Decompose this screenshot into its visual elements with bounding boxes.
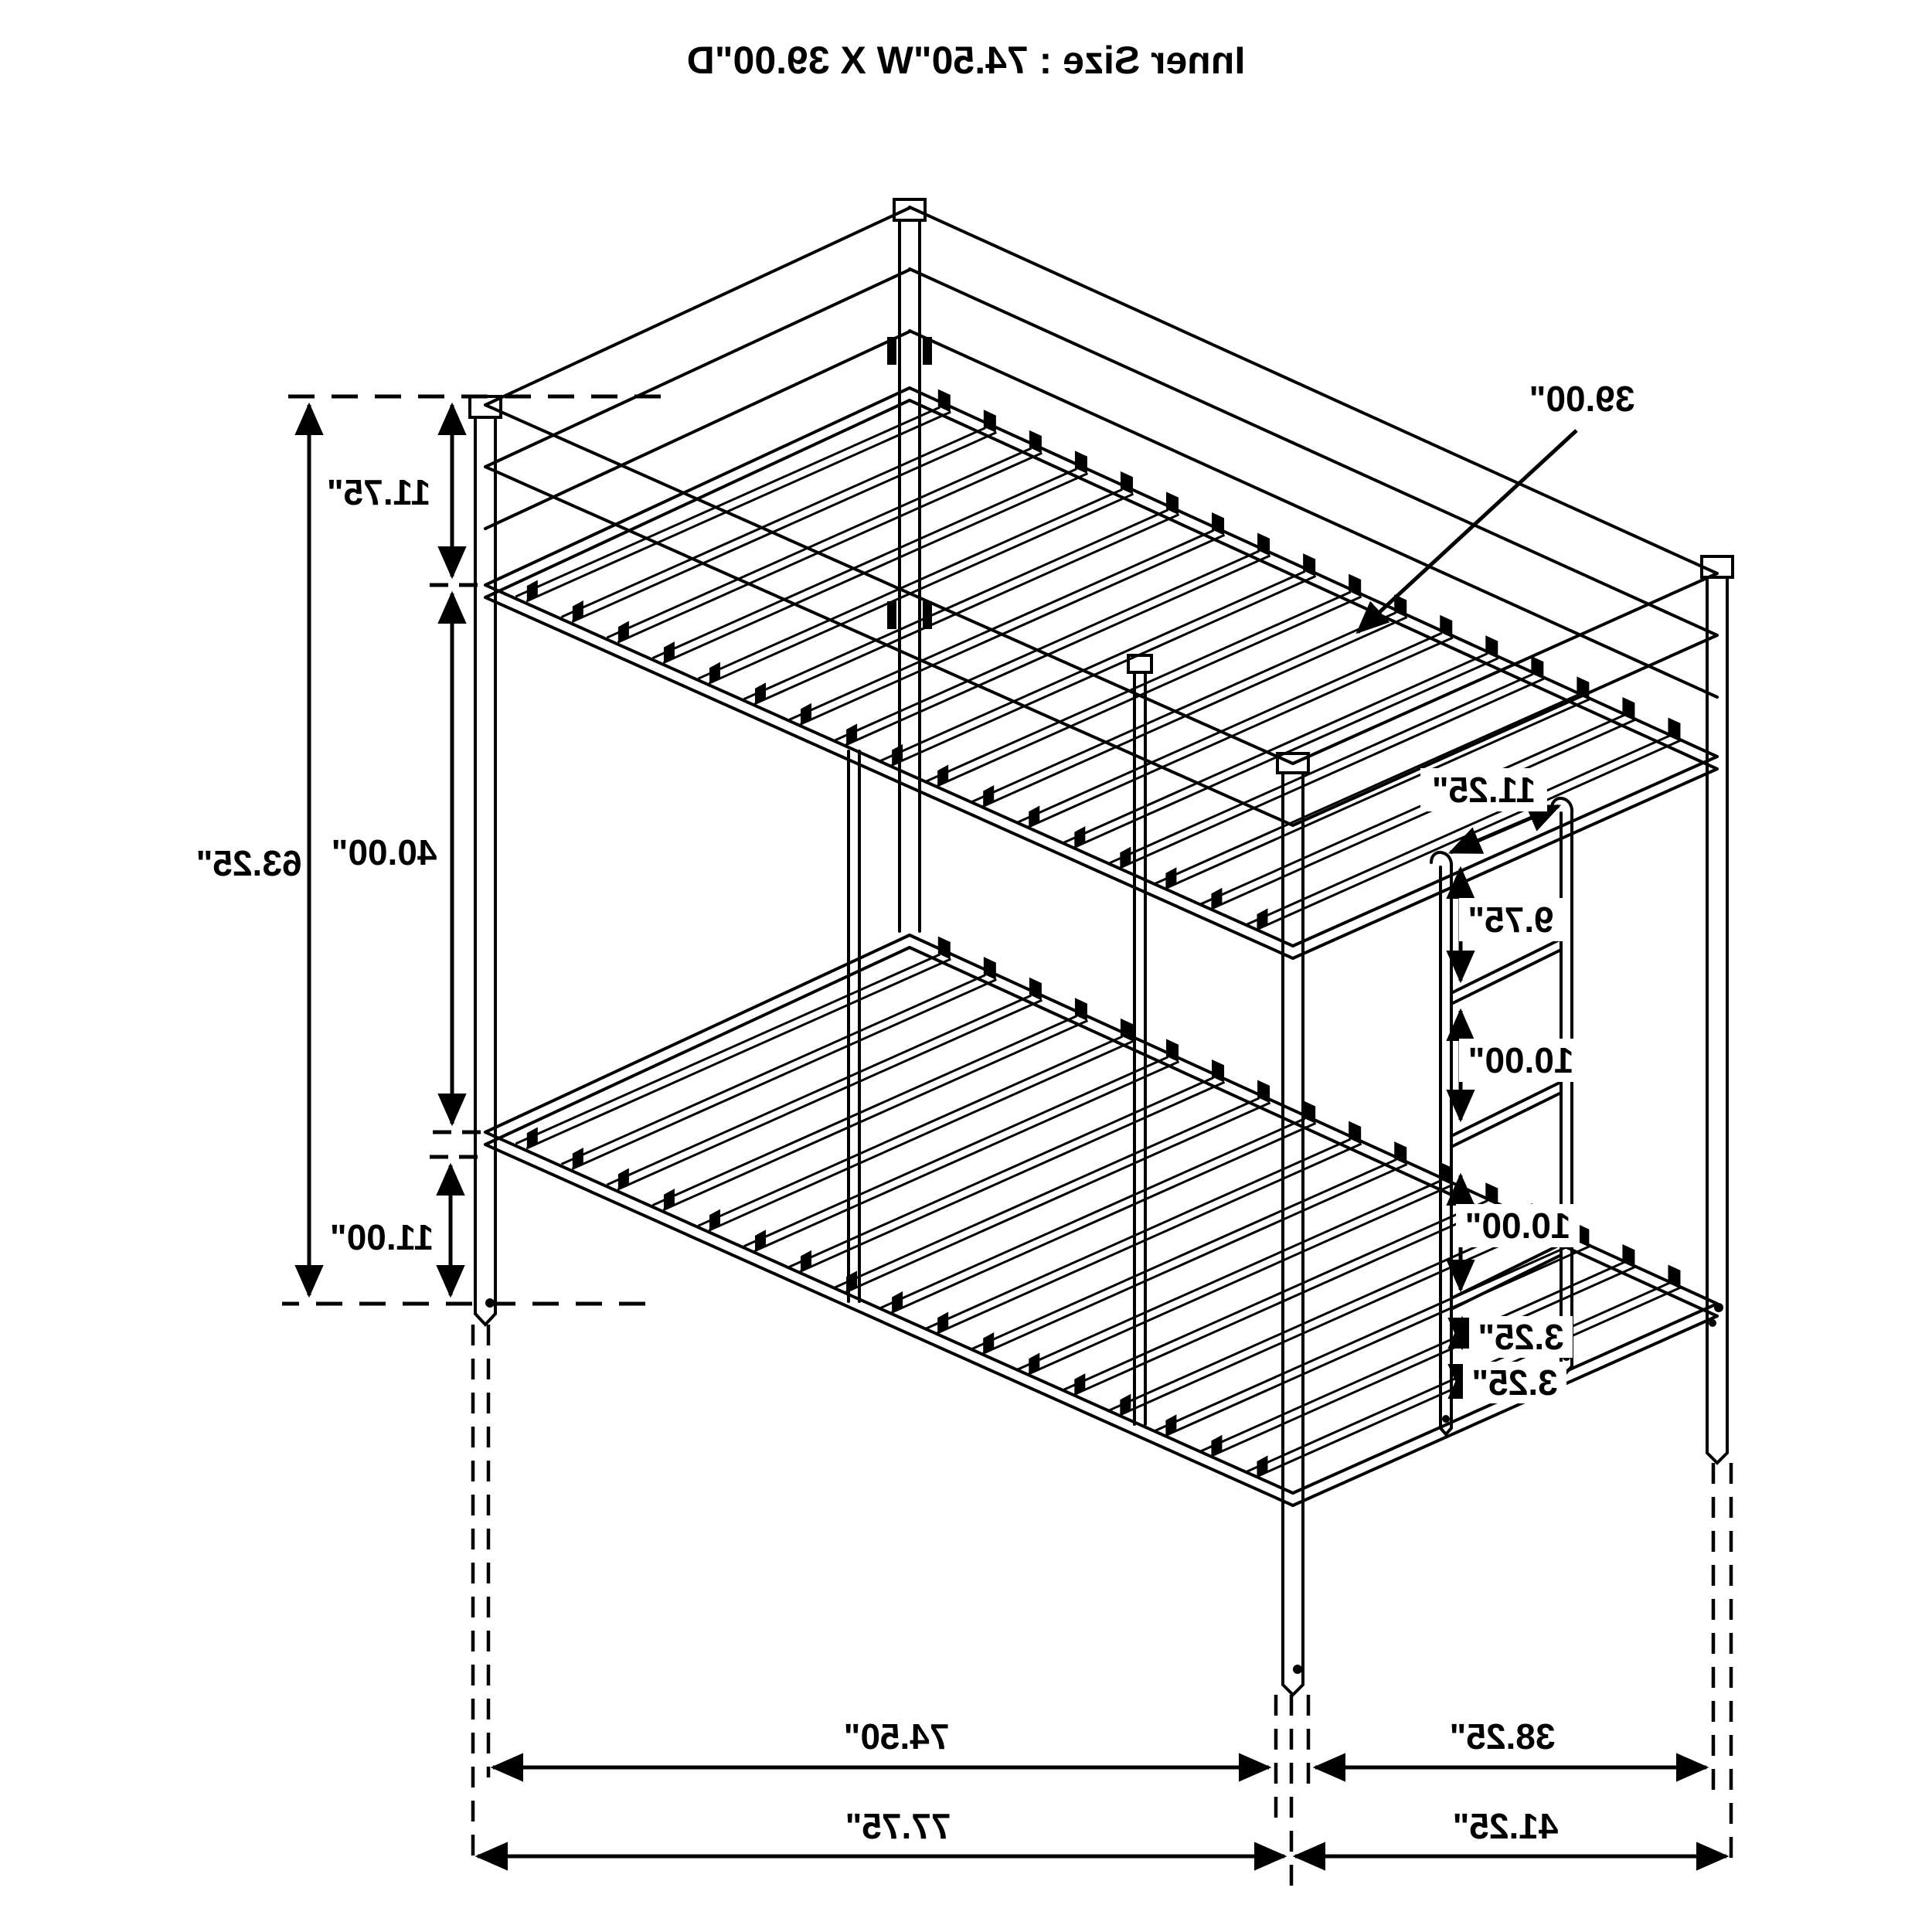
label-guard-rail-height: 11.75" xyxy=(326,472,431,512)
label-under-clearance: 11.00" xyxy=(329,1217,434,1257)
mirrored-diagram-group xyxy=(196,39,1733,1892)
label-ladder-width: 11.25" xyxy=(1431,770,1536,810)
label-step-gap-b: 3.25" xyxy=(1471,1362,1558,1403)
label-step-gap-a: 3.25" xyxy=(1478,1317,1564,1357)
label-bunk-gap: 40.00" xyxy=(331,832,437,872)
label-overall-width: 77.75" xyxy=(845,1806,951,1846)
label-end-overall-depth: 41.25" xyxy=(1452,1806,1559,1846)
guard-rails xyxy=(485,207,1717,825)
label-rung-gap-low: 10.00" xyxy=(1464,1206,1571,1246)
label-end-inner-depth: 38.25" xyxy=(1449,1716,1556,1757)
ladder-rungs xyxy=(1451,939,1561,1309)
diagram-title: Inner Size : 74.50"W X 39.00"D xyxy=(686,39,1246,82)
label-rung-gap-top: 9.75" xyxy=(1468,900,1554,940)
label-total-height: 63.25" xyxy=(196,843,302,883)
dimension-labels xyxy=(196,379,1635,1846)
label-inner-width: 74.50" xyxy=(843,1716,950,1757)
label-bed-depth: 39.00" xyxy=(1529,379,1635,419)
dimension-arrows xyxy=(309,405,1726,1856)
label-rung-gap-mid: 10.00" xyxy=(1468,1040,1574,1080)
